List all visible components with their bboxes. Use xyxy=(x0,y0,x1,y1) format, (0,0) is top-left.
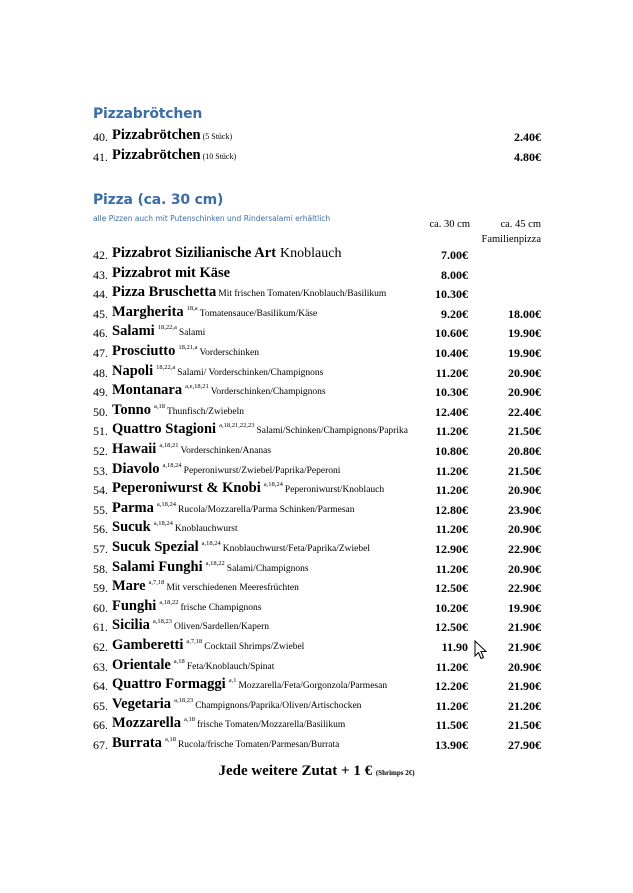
item-name-text: Peperoniwurst & Knobi xyxy=(112,480,261,497)
item-name xyxy=(112,265,230,282)
item-price-30cm: 8.00€ xyxy=(441,267,468,282)
item-price-30cm: 12.40€ xyxy=(435,404,468,419)
item-allergens: a,18,24 xyxy=(156,500,177,508)
item-number: 42. xyxy=(93,248,108,262)
item-price-30cm: 10.40€ xyxy=(435,346,468,360)
item-description: Vorderschinken/Champignons xyxy=(210,387,326,398)
item-number: 62. xyxy=(93,640,108,654)
item-number: 43. xyxy=(93,267,108,282)
item-description: Vorderschinken/Ananas xyxy=(180,446,272,456)
item-name xyxy=(112,421,408,438)
item-name xyxy=(112,127,232,144)
item-description: Salami/Champignons xyxy=(226,563,309,574)
item-name xyxy=(112,657,274,674)
item-price-30cm: 12.50€ xyxy=(435,581,468,596)
item-name xyxy=(112,696,361,713)
item-price-30cm: 11.20€ xyxy=(435,561,468,576)
section-title-pizzabroetchen: Pizzabrötchen xyxy=(93,106,203,122)
item-description: Peperoniwurst/Zwiebel/Paprika/Peperoni xyxy=(183,465,341,476)
item-name-text: Sucuk xyxy=(112,519,151,536)
mouse-pointer-icon xyxy=(474,640,488,660)
item-allergens: 18,21,a xyxy=(178,344,198,351)
item-number: 61. xyxy=(93,620,108,635)
item-name-text: Pizzabrot mit Käse xyxy=(112,264,231,281)
menu-item-row xyxy=(93,382,543,400)
pizza-note: alle Pizzen auch mit Putenschinken und Rindersalami erhältlich xyxy=(93,214,331,223)
item-name xyxy=(112,637,304,654)
item-name xyxy=(112,598,262,615)
menu-item-row xyxy=(93,304,543,322)
column-header-familienpizza: Familienpizza xyxy=(481,234,541,245)
item-allergens: a,18,24 xyxy=(162,461,182,469)
item-price-30cm: 13.90€ xyxy=(435,738,468,752)
menu-item-row xyxy=(93,598,543,616)
item-description: Thunfisch/Zwiebeln xyxy=(166,406,245,417)
item-price-30cm: 12.50€ xyxy=(435,620,468,635)
menu-item-row xyxy=(93,323,543,341)
item-name-text: Salami Funghi xyxy=(112,558,203,575)
item-price-30cm: 11.90 xyxy=(441,640,468,654)
menu-item-row xyxy=(93,578,543,596)
item-name xyxy=(112,284,386,301)
item-name xyxy=(112,735,339,752)
item-price-30cm: 11.20€ xyxy=(435,424,468,439)
item-price-45cm: 22.90€ xyxy=(508,542,541,556)
menu-item-row xyxy=(93,617,543,635)
menu-item-row xyxy=(93,480,543,498)
item-price-30cm: 11.20€ xyxy=(435,483,468,498)
item-number: 54. xyxy=(93,483,108,498)
item-price-30cm: 9.20€ xyxy=(441,306,468,321)
item-name xyxy=(112,519,238,536)
item-allergens: a,18,24 xyxy=(201,540,221,547)
item-number: 60. xyxy=(93,600,108,615)
item-name-text: Sicilia xyxy=(112,617,150,634)
item-name-text: Vegetaria xyxy=(112,695,172,712)
item-number: 53. xyxy=(93,463,108,478)
item-price-45cm: 21.50€ xyxy=(508,718,541,733)
item-description: Mozzarella/Feta/Gorgonzola/Parmesan xyxy=(238,681,388,692)
item-allergens: a,18,24 xyxy=(263,481,283,489)
item-name xyxy=(112,245,341,262)
menu-item-row xyxy=(93,245,543,263)
item-name-text: Pizza Bruschetta xyxy=(112,284,217,301)
item-description: Knoblauchwurst xyxy=(174,524,238,535)
item-number: 44. xyxy=(93,287,108,302)
item-allergens: a,18,22 xyxy=(159,598,179,606)
item-name xyxy=(112,480,384,497)
item-price-45cm: 20.90€ xyxy=(508,522,541,537)
item-name xyxy=(112,363,323,380)
item-description: Salami/Schinken/Champignons/Paprika xyxy=(256,426,408,437)
item-price-45cm: 21.90€ xyxy=(508,640,541,654)
menu-item-row xyxy=(93,265,543,283)
item-allergens: a,1 xyxy=(228,677,237,685)
item-allergens: a,18,24 xyxy=(153,520,173,528)
menu-item-row xyxy=(93,696,543,714)
menu-item-row xyxy=(93,461,543,479)
item-price-30cm: 10.60€ xyxy=(435,326,468,341)
extra-topping-text: Jede weitere Zutat + 1 € xyxy=(218,763,373,779)
extra-topping-note xyxy=(0,763,633,780)
item-price-45cm: 20.90€ xyxy=(508,561,541,576)
item-name-text: Orientale xyxy=(112,656,171,673)
item-name-text: Gamberetti xyxy=(112,637,184,653)
item-price-45cm: 19.90€ xyxy=(508,600,541,615)
menu-item-row xyxy=(93,147,543,165)
item-price-30cm: 11.20€ xyxy=(435,522,468,537)
item-description: Salami xyxy=(178,328,206,339)
item-description: Mit verschiedenen Meeresfrüchten xyxy=(166,583,299,594)
item-description: (5 Stück) xyxy=(202,132,233,141)
item-name-text: Funghi xyxy=(112,597,157,614)
item-price-45cm: 21.90€ xyxy=(508,620,541,635)
item-price-30cm: 12.20€ xyxy=(435,679,468,694)
menu-item-row xyxy=(93,421,543,439)
item-name-text: Burrata xyxy=(112,735,162,751)
item-number: 58. xyxy=(93,561,108,576)
item-price-30cm: 10.30€ xyxy=(435,287,468,302)
item-price-45cm: 21.20€ xyxy=(508,698,541,713)
item-name-text: Pizzabrot Sizilianische Art xyxy=(112,245,277,261)
item-price-30cm: 11.20€ xyxy=(435,365,468,380)
item-number: 65. xyxy=(93,698,108,713)
menu-item-row xyxy=(93,676,543,694)
item-number: 48. xyxy=(93,365,108,380)
item-number: 51. xyxy=(93,424,108,439)
menu-item-row xyxy=(93,519,543,537)
item-name-text: Prosciutto xyxy=(112,343,176,359)
item-number: 57. xyxy=(93,542,108,556)
item-name xyxy=(112,402,244,419)
section-title-pizza: Pizza (ca. 30 cm) xyxy=(93,192,224,208)
item-name xyxy=(112,323,205,340)
item-price-30cm: 11.50€ xyxy=(435,718,468,733)
item-number: 59. xyxy=(93,581,108,596)
menu-item-row xyxy=(93,715,543,733)
item-description: Champignons/Paprika/Oliven/Artischocken xyxy=(195,700,362,711)
item-allergens: a,7,18 xyxy=(186,638,203,645)
menu-item-row xyxy=(93,402,543,420)
menu-item-row xyxy=(93,735,543,753)
item-name xyxy=(112,304,317,321)
item-price-30cm: 12.90€ xyxy=(435,542,468,556)
item-number: 41. xyxy=(93,150,108,164)
item-allergens: a,18 xyxy=(183,716,195,724)
item-name xyxy=(112,382,326,399)
item-number: 63. xyxy=(93,659,108,674)
item-price: 2.40€ xyxy=(514,130,541,144)
column-header-30cm: ca. 30 cm xyxy=(429,219,470,230)
item-description: Salami/ Vorderschinken/Champignons xyxy=(177,367,324,378)
item-name-text: Napoli xyxy=(112,362,154,379)
item-allergens: a,18,23 xyxy=(174,696,194,704)
item-description: frische Tomaten/Mozzarella/Basilikum xyxy=(197,720,346,731)
item-name-text: Mozzarella xyxy=(112,715,181,732)
item-price-30cm: 10.80€ xyxy=(435,444,468,458)
item-number: 67. xyxy=(93,738,108,752)
item-number: 47. xyxy=(93,346,108,360)
item-price-45cm: 19.90€ xyxy=(508,326,541,341)
menu-item-row xyxy=(93,539,543,557)
item-name-text: Quattro Stagioni xyxy=(112,421,217,438)
item-name-text: Tonno xyxy=(112,401,151,418)
item-number: 50. xyxy=(93,404,108,419)
item-number: 40. xyxy=(93,130,108,144)
item-name-text: Mare xyxy=(112,578,146,595)
item-name xyxy=(112,617,269,634)
item-price-30cm: 7.00€ xyxy=(441,248,468,262)
item-description: Vorderschinken xyxy=(199,348,259,358)
item-description: Oliven/Sardellen/Kapern xyxy=(174,622,269,633)
item-name xyxy=(112,559,309,576)
menu-item-row xyxy=(93,343,543,361)
item-description: Knoblauch xyxy=(280,246,342,261)
item-number: 66. xyxy=(93,718,108,733)
item-description: Peperoniwurst/Knoblauch xyxy=(284,485,385,496)
item-price-45cm: 22.40€ xyxy=(508,404,541,419)
menu-item-row xyxy=(93,363,543,381)
item-name-text: Parma xyxy=(112,499,154,516)
item-description: frische Champignons xyxy=(180,602,262,613)
item-allergens: a,18,21 xyxy=(159,442,179,449)
menu-item-row xyxy=(93,127,543,145)
extra-topping-shrimps: (Shrimps 2€) xyxy=(375,769,415,777)
menu-item-row xyxy=(93,441,543,459)
item-price-45cm: 20.80€ xyxy=(508,444,541,458)
item-allergens: 18,22,a xyxy=(156,363,176,371)
item-name xyxy=(112,539,370,556)
item-number: 46. xyxy=(93,326,108,341)
item-description: Knoblauchwurst/Feta/Paprika/Zwiebel xyxy=(222,544,370,554)
column-header-45cm: ca. 45 cm xyxy=(500,219,541,230)
item-price-30cm: 10.30€ xyxy=(435,385,468,400)
item-allergens: 18,a xyxy=(186,304,198,312)
menu-item-row xyxy=(93,500,543,518)
item-description: Feta/Knoblauch/Spinat xyxy=(186,661,275,672)
item-description: Rucola/Mozzarella/Parma Schinken/Parmesan xyxy=(178,504,355,515)
item-name-text: Pizzabrötchen xyxy=(112,147,201,163)
item-name-text: Sucuk Spezial xyxy=(112,539,199,555)
item-description: Mit frischen Tomaten/Knoblauch/Basilikum xyxy=(218,289,387,300)
item-price-45cm: 20.90€ xyxy=(508,659,541,674)
item-price-45cm: 19.90€ xyxy=(508,346,541,360)
item-name xyxy=(112,441,271,458)
item-number: 56. xyxy=(93,522,108,537)
item-allergens: a,e,18,21 xyxy=(185,383,209,391)
item-price-45cm: 21.50€ xyxy=(508,424,541,439)
item-price-30cm: 11.20€ xyxy=(435,463,468,478)
item-price: 4.80€ xyxy=(514,150,541,164)
item-allergens: a,18 xyxy=(173,657,185,665)
item-name xyxy=(112,147,236,164)
item-price-30cm: 11.20€ xyxy=(435,659,468,674)
item-name-text: Pizzabrötchen xyxy=(112,127,201,143)
item-number: 45. xyxy=(93,306,108,321)
item-name-text: Montanara xyxy=(112,382,183,399)
item-name xyxy=(112,715,345,732)
item-name xyxy=(112,500,355,517)
item-description: (10 Stück) xyxy=(202,152,237,161)
item-price-30cm: 10.20€ xyxy=(435,600,468,615)
item-allergens: a,18,22 xyxy=(205,559,225,567)
item-allergens: a,18 xyxy=(153,402,165,410)
item-price-45cm: 27.90€ xyxy=(508,738,541,752)
item-price-45cm: 20.90€ xyxy=(508,385,541,400)
item-name-text: Quattro Formaggi xyxy=(112,676,226,693)
item-price-45cm: 21.90€ xyxy=(508,679,541,694)
item-description: Cocktail Shrimps/Zwiebel xyxy=(204,642,305,652)
item-name-text: Hawaii xyxy=(112,441,157,457)
menu-item-row xyxy=(93,559,543,577)
item-name-text: Margherita xyxy=(112,303,184,320)
item-allergens: a,18 xyxy=(164,736,176,743)
item-name-text: Salami xyxy=(112,323,155,340)
item-name-text: Diavolo xyxy=(112,460,160,477)
item-description: Rucola/frische Tomaten/Parmesan/Burrata xyxy=(177,740,340,750)
item-name xyxy=(112,578,299,595)
item-name xyxy=(112,343,259,360)
item-allergens: a,18,21,22,23 xyxy=(219,422,255,430)
item-price-45cm: 20.90€ xyxy=(508,365,541,380)
item-number: 52. xyxy=(93,444,108,458)
item-price-45cm: 22.90€ xyxy=(508,581,541,596)
item-description: Tomatensauce/Basilikum/Käse xyxy=(199,308,318,319)
item-price-45cm: 21.50€ xyxy=(508,463,541,478)
item-price-30cm: 12.80€ xyxy=(435,502,468,517)
item-price-45cm: 18.00€ xyxy=(508,306,541,321)
item-price-45cm: 23.90€ xyxy=(508,502,541,517)
item-number: 55. xyxy=(93,502,108,517)
item-name xyxy=(112,461,340,478)
item-allergens: 18,22,a xyxy=(157,324,177,332)
item-allergens: a,18,23 xyxy=(152,618,173,626)
item-number: 49. xyxy=(93,385,108,400)
item-number: 64. xyxy=(93,679,108,694)
menu-item-row xyxy=(93,284,543,302)
item-price-45cm: 20.90€ xyxy=(508,483,541,498)
item-price-30cm: 11.20€ xyxy=(435,698,468,713)
item-allergens: a,7,18 xyxy=(148,579,165,587)
item-name xyxy=(112,676,387,693)
